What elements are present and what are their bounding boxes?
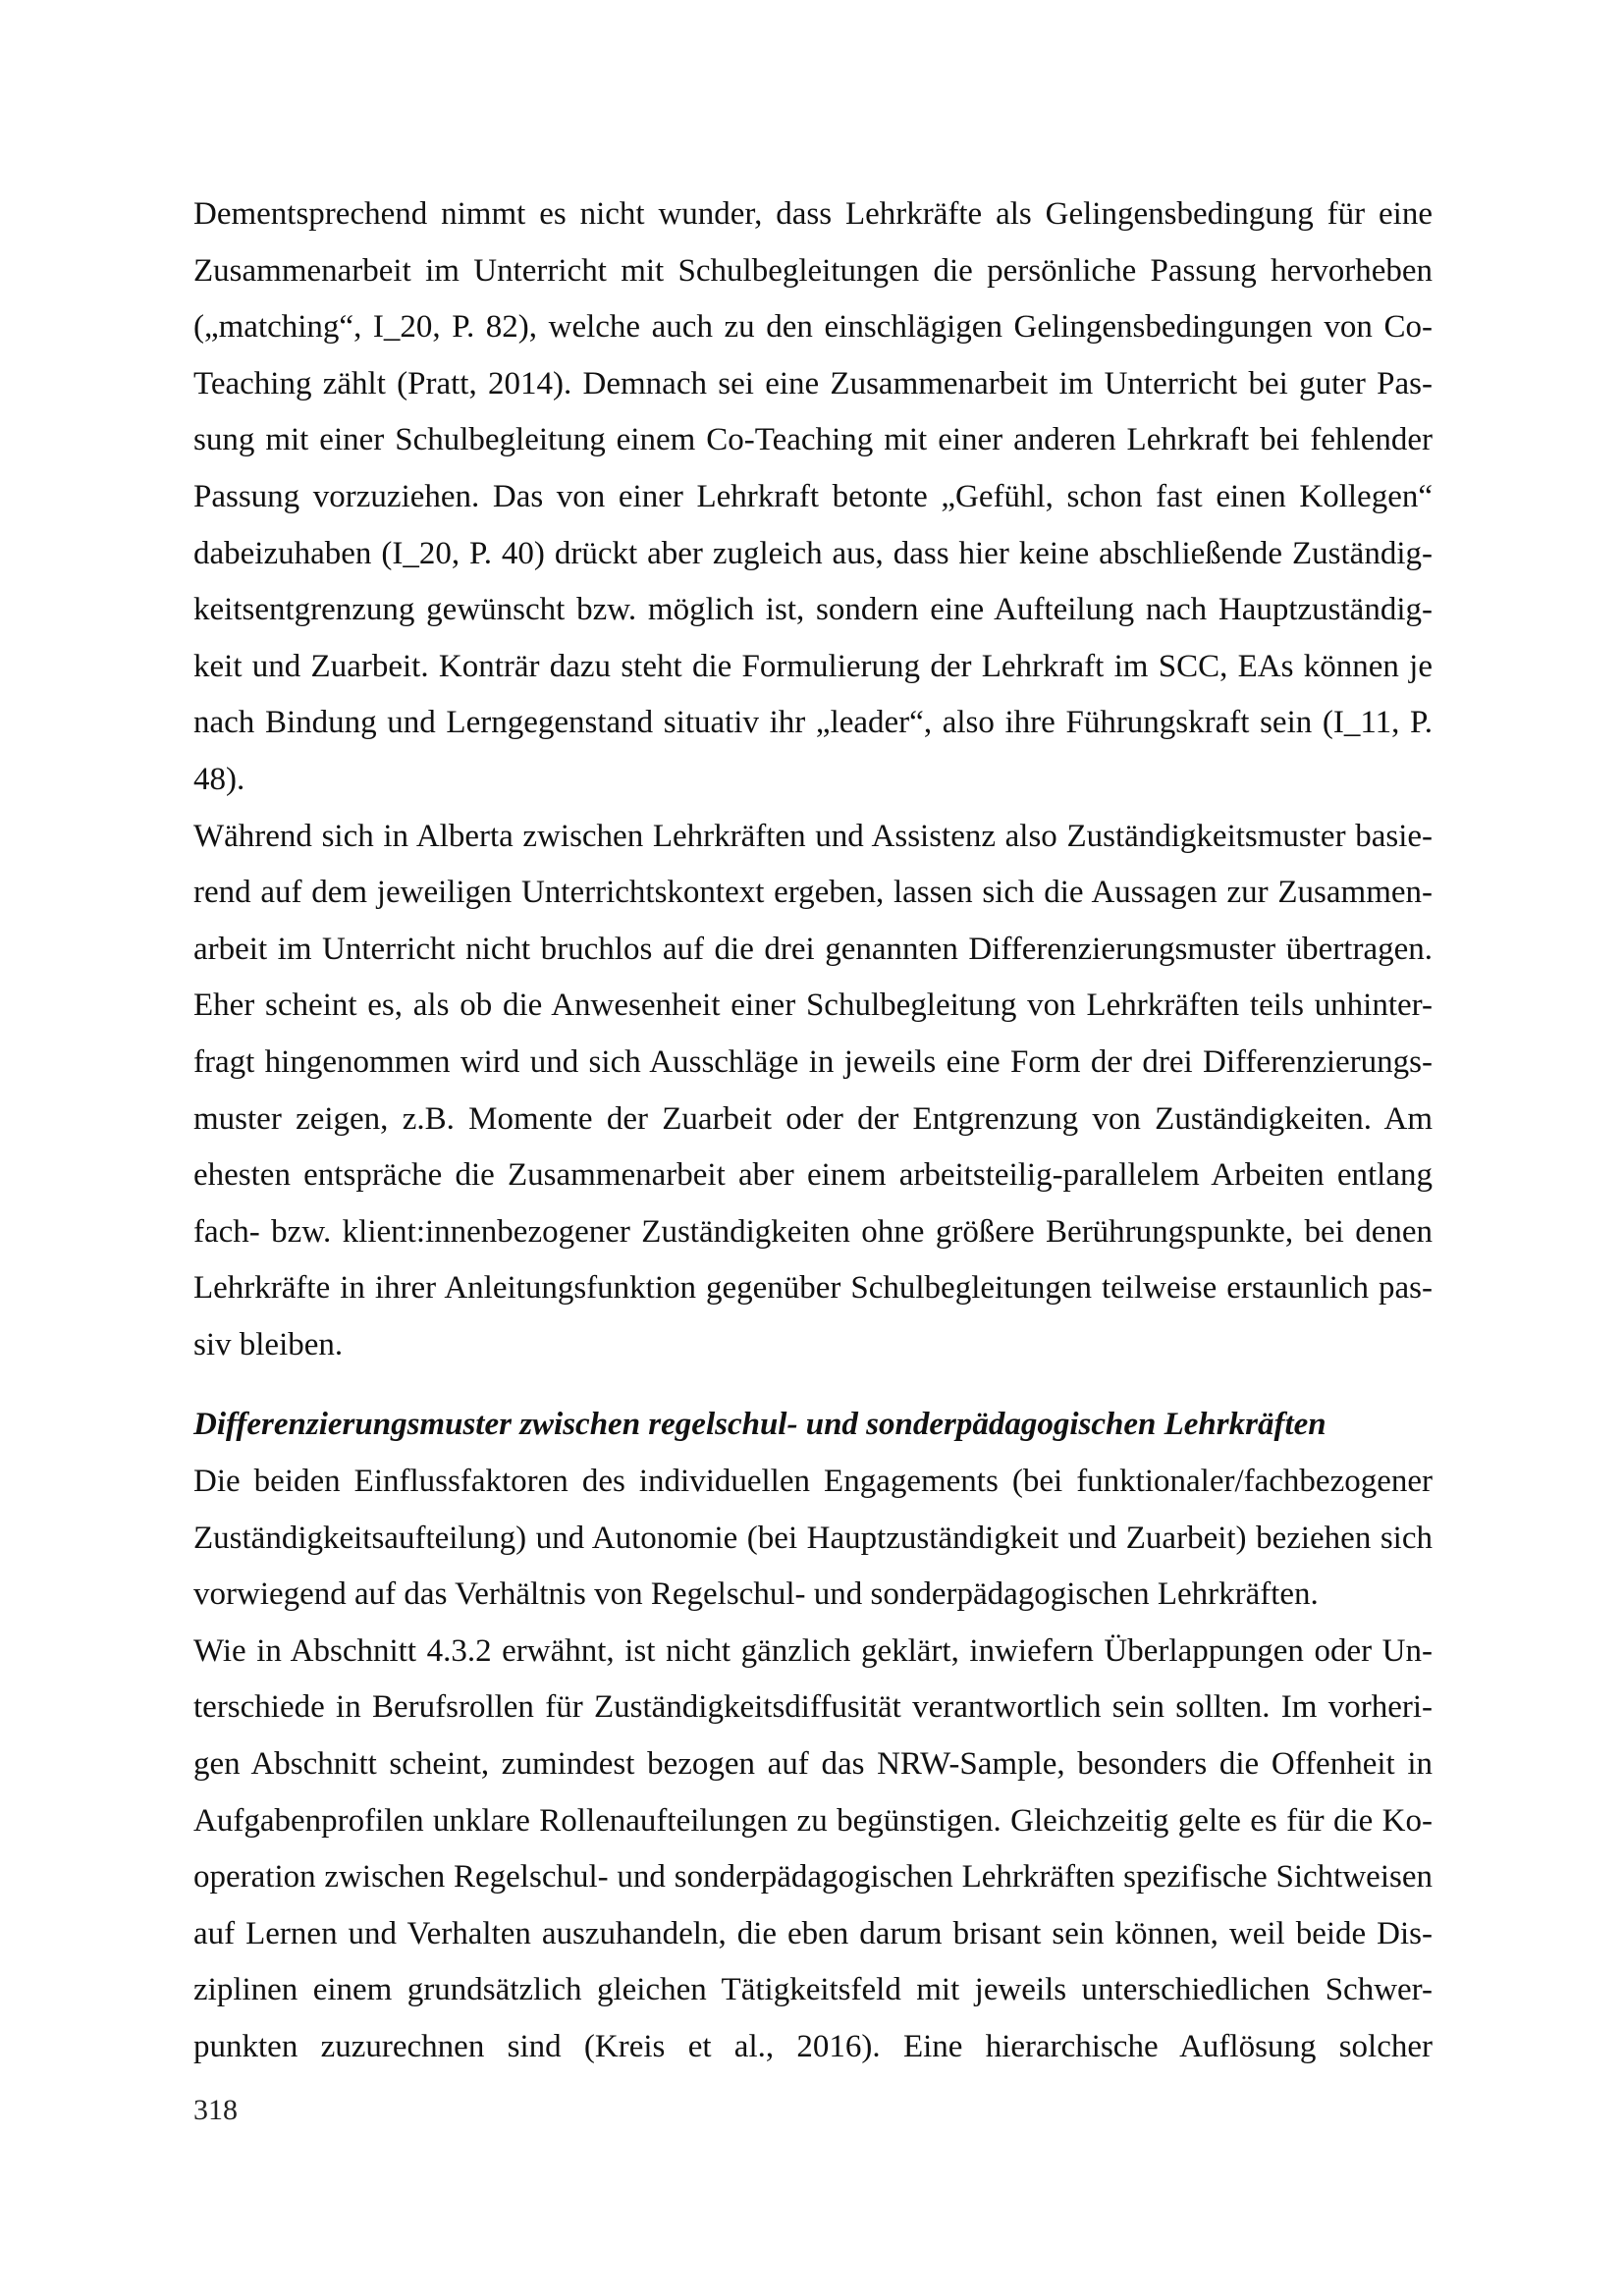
text-line: keitsentgrenzung gewünscht bzw. möglich ist, sondern eine Aufteilung nach Hauptzuständig-	[193, 592, 1433, 628]
section-heading: Differenzierungsmuster zwischen regelschul- und sonderpädagogischen Lehrkräften	[193, 1407, 1326, 1443]
text-line: rend auf dem jeweiligen Unterrichtskontext ergeben, lassen sich die Aussagen zur Zusammen-	[193, 875, 1433, 911]
text-line: ziplinen einem grundsätzlich gleichen Tätigkeitsfeld mit jeweils unterschiedlichen Schwer-	[193, 1972, 1433, 2008]
text-line: Aufgabenprofilen unklare Rollenaufteilungen zu begünstigen. Gleichzeitig gelte es für die Ko-	[193, 1802, 1433, 1839]
text-line: fach- bzw. klient:innenbezogener Zuständigkeiten ohne größere Berührungspunkte, bei denen	[193, 1213, 1433, 1250]
text-line: operation zwischen Regelschul- und sonderpädagogischen Lehrkräften spezifische Sichtweisen	[193, 1859, 1433, 1896]
text-line: Während sich in Alberta zwischen Lehrkräften und Assistenz also Zuständigkeitsmuster basie-	[193, 818, 1433, 854]
paragraph-3	[193, 1454, 1433, 1624]
text-line: („matching“, I_20, P. 82), welche auch zu den einschlägigen Gelingensbedingungen von Co-	[193, 309, 1433, 346]
text-line: muster zeigen, z.B. Momente der Zuarbeit oder der Entgrenzung von Zuständigkeiten. Am	[193, 1100, 1433, 1137]
text-line: punkten zuzurechnen sind (Kreis et al., 2016). Eine hierarchische Auflösung solcher	[193, 2029, 1433, 2064]
paragraph-1	[193, 187, 1433, 809]
text-line: Die beiden Einflussfaktoren des individuellen Engagements (bei funktionaler/fachbezogener	[193, 1464, 1433, 1500]
text-line: Eher scheint es, als ob die Anwesenheit einer Schulbegleitung von Lehrkräften teils unhinter-	[193, 988, 1433, 1024]
text-line: ehesten entspräche die Zusammenarbeit aber einem arbeitsteilig-parallelem Arbeiten entlang	[193, 1157, 1433, 1194]
text-line: dabeizuhaben (I_20, P. 40) drückt aber zugleich aus, dass hier keine abschließende Zuständig-	[193, 535, 1433, 571]
text-line: Zusammenarbeit im Unterricht mit Schulbegleitungen die persönliche Passung hervorheben	[193, 252, 1433, 289]
text-line: terschiede in Berufsrollen für Zuständigkeitsdiffusität verantwortlich sein sollten. Im vorheri-	[193, 1689, 1433, 1726]
text-line: keit und Zuarbeit. Konträr dazu steht die Formulierung der Lehrkraft im SCC, EAs können je	[193, 648, 1433, 684]
text-line: auf Lernen und Verhalten auszuhandeln, die eben darum brisant sein können, weil beide Dis-	[193, 1915, 1433, 1951]
paragraph-4	[193, 1624, 1433, 2076]
text-line: arbeit im Unterricht nicht bruchlos auf die drei genannten Differenzierungsmuster übertragen.	[193, 931, 1433, 967]
text-line: sung mit einer Schulbegleitung einem Co-Teaching mit einer anderen Lehrkraft bei fehlender	[193, 422, 1433, 458]
text-line: 48).	[193, 761, 245, 797]
text-line: Zuständigkeitsaufteilung) und Autonomie (bei Hauptzuständigkeit und Zuarbeit) beziehen sich	[193, 1520, 1433, 1556]
text-line: Passung vorzuziehen. Das von einer Lehrkraft betonte „Gefühl, schon fast einen Kollegen“	[193, 478, 1433, 514]
paragraph-2	[193, 809, 1433, 1374]
text-line: vorwiegend auf das Verhältnis von Regelschul- und sonderpädagogischen Lehrkräften.	[193, 1576, 1319, 1613]
text-line: siv bleiben.	[193, 1326, 344, 1362]
page-number: 318	[193, 2094, 238, 2126]
text-line: fragt hingenommen wird und sich Ausschläge in jeweils eine Form der drei Differenzierungs-	[193, 1043, 1433, 1080]
text-line: nach Bindung und Lerngegenstand situativ ihr „leader“, also ihre Führungskraft sein (I_11, P.	[193, 705, 1433, 741]
text-line: Teaching zählt (Pratt, 2014). Demnach sei eine Zusammenarbeit im Unterricht bei guter Pas-	[193, 365, 1433, 401]
text-line: Wie in Abschnitt 4.3.2 erwähnt, ist nicht gänzlich geklärt, inwiefern Überlappungen oder Un-	[193, 1632, 1433, 1669]
text-line: Dementsprechend nimmt es nicht wunder, dass Lehrkräfte als Gelingensbedingung für eine	[193, 196, 1433, 232]
text-line: Lehrkräfte in ihrer Anleitungsfunktion gegenüber Schulbegleitungen teilweise erstaunlich pas-	[193, 1270, 1433, 1307]
text-line: gen Abschnitt scheint, zumindest bezogen auf das NRW-Sample, besonders die Offenheit in	[193, 1746, 1433, 1783]
body-text	[193, 187, 1433, 2076]
